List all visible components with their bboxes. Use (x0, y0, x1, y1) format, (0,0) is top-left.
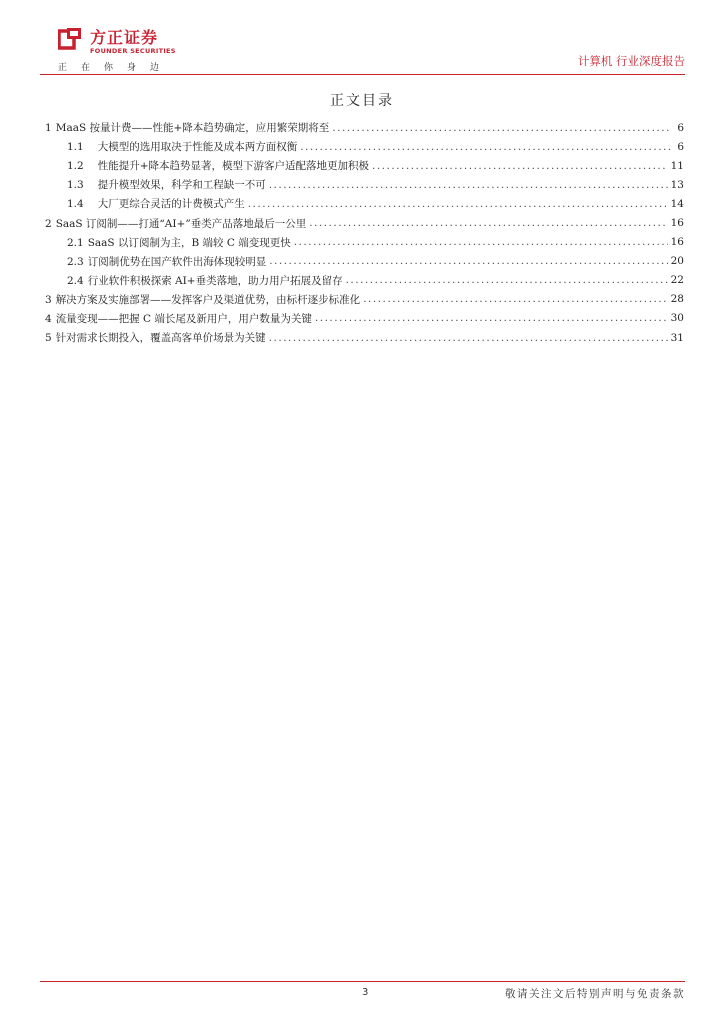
brand-name: 方正证券 (90, 28, 159, 47)
toc-entry-number: 1.2 (67, 160, 84, 173)
toc-entry-label: 流量变现——把握 C 端长尾及新用户，用户数量为关键 (55, 312, 312, 325)
toc-entry[interactable] (40, 156, 684, 175)
toc-entry-label: SaaS 订阅制——打通“AI+”垂类产品落地最后一公里 (55, 217, 307, 230)
toc-entry-label: 提升模型效果，科学和工程缺一不可 (97, 179, 266, 192)
toc-entry-page: 6 (677, 121, 684, 134)
dot-leader (294, 236, 668, 248)
toc-entry-page: 31 (670, 331, 684, 344)
toc-entry-label: 大模型的选用取决于性能及成本两方面权衡 (97, 141, 298, 154)
brand-slogan: 正在你身边 (58, 63, 174, 73)
toc-entry-page: 16 (670, 217, 684, 230)
toc-entry-number: 1.3 (67, 179, 84, 192)
dot-leader (269, 255, 667, 267)
toc-title: 正文目录 (330, 93, 394, 109)
toc-entry-page: 11 (670, 159, 684, 172)
toc-entry[interactable] (40, 194, 684, 213)
toc-entry-label: 解决方案及实施部署——发挥客户及渠道优势，由标杆逐步标准化 (55, 293, 361, 306)
toc-entry-page: 14 (670, 197, 684, 210)
toc-entry[interactable] (40, 118, 684, 137)
toc-entry-label: 大厂更综合灵活的计费模式产生 (97, 198, 245, 211)
toc-entry-page: 6 (677, 140, 684, 153)
toc-entry[interactable] (40, 271, 684, 290)
toc-entry-number: 4 (45, 312, 52, 325)
dot-leader (309, 217, 667, 229)
founder-logo-icon (58, 28, 82, 50)
table-of-contents (40, 118, 684, 347)
toc-entry[interactable] (40, 233, 684, 252)
dot-leader (372, 160, 668, 172)
dot-leader (315, 312, 668, 324)
dot-leader (248, 198, 668, 210)
toc-entry-number: 1.1 (67, 141, 84, 154)
footer-divider (40, 981, 685, 982)
report-header (40, 22, 685, 74)
toc-entry-label: 针对需求长期投入，覆盖高客单价场景为关键 (55, 332, 266, 345)
toc-entry[interactable] (40, 309, 684, 328)
toc-entry-label: 性能提升+降本趋势显著，模型下游客户适配落地更加积极 (97, 160, 369, 173)
toc-entry-label: 订阅制优势在国产软件出海体现较明显 (87, 255, 267, 268)
toc-entry-number: 1.4 (67, 198, 84, 211)
dot-leader (269, 179, 668, 191)
toc-entry-page: 22 (670, 274, 684, 287)
toc-entry[interactable] (40, 137, 684, 156)
toc-entry[interactable] (40, 328, 684, 347)
toc-entry-page: 16 (670, 236, 684, 249)
report-category: 计算机 行业深度报告 (577, 54, 685, 68)
dot-leader (346, 274, 668, 286)
toc-entry-page: 20 (670, 255, 684, 268)
toc-entry-number: 3 (45, 293, 52, 306)
toc-entry[interactable] (40, 175, 684, 194)
page-number: 3 (362, 987, 369, 998)
toc-entry-number: 2.3 (67, 255, 84, 268)
header-divider (40, 74, 685, 75)
toc-entry-label: 行业软件积极探索 AI+垂类落地，助力用户拓展及留存 (87, 274, 343, 287)
disclaimer-link[interactable]: 敬请关注文后特别声明与免责条款 (505, 988, 685, 1000)
toc-entry-number: 2.4 (67, 274, 84, 287)
toc-entry-page: 28 (670, 293, 684, 306)
toc-entry-label: MaaS 按量计费——性能+降本趋势确定，应用繁荣期将至 (55, 122, 330, 135)
toc-entry-number: 5 (45, 332, 52, 345)
toc-entry[interactable] (40, 290, 684, 309)
dot-leader (269, 332, 668, 344)
dot-leader (363, 293, 667, 305)
toc-entry-number: 2 (45, 217, 52, 230)
toc-entry-page: 30 (670, 312, 684, 325)
toc-entry[interactable] (40, 252, 684, 271)
toc-entry[interactable] (40, 213, 684, 232)
toc-entry-label: SaaS 以订阅制为主，B 端较 C 端变现更快 (87, 236, 291, 249)
dot-leader (332, 122, 671, 134)
dot-leader (300, 141, 671, 153)
toc-entry-number: 2.1 (67, 236, 84, 249)
toc-entry-page: 13 (670, 178, 684, 191)
toc-entry-number: 1 (45, 122, 52, 135)
brand-english-name: FOUNDER SECURITIES (90, 47, 176, 55)
